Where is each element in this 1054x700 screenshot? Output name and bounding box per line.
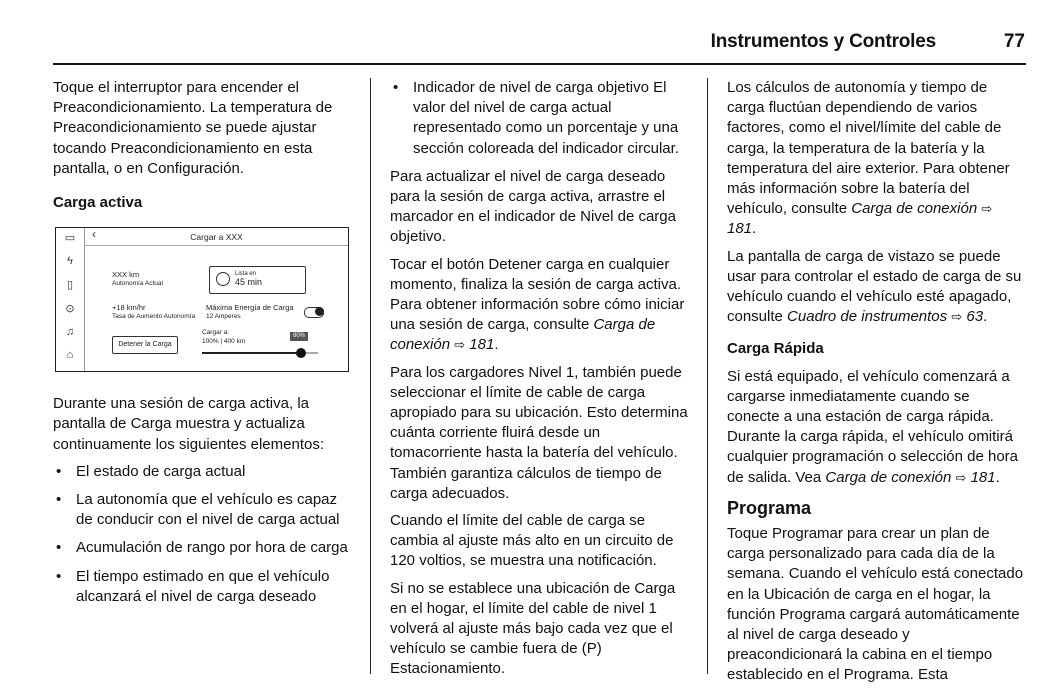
battery-icon: ▭ xyxy=(64,232,76,245)
cross-reference-link[interactable]: Carga de conexión xyxy=(390,316,656,354)
column-2 xyxy=(390,78,690,687)
charge-to-label: Cargar a: xyxy=(202,329,230,337)
arrow-icon: ⇨ xyxy=(981,201,993,217)
paragraph-text: Los cálculos de autonomía y tiempo de carga fluctúan dependiendo de varios factores, como el nivel/límite del cable de carga, la temperatura de la batería y la temperatura del aire exterior. Para obtener más información sobre la batería del vehículo, consulte xyxy=(727,79,1010,218)
illustration-title: Cargar a XXX xyxy=(190,232,243,243)
page-number: 77 xyxy=(1003,31,1025,52)
page-reference[interactable]: 181 xyxy=(469,336,495,354)
timer-label: Lista en xyxy=(235,271,257,278)
home-icon: ⌂ xyxy=(66,349,74,362)
target-charge-slider[interactable] xyxy=(202,352,318,354)
range-value: XXX km xyxy=(112,270,140,280)
paragraph: Para actualizar el nivel de carga deseado para la sesión de carga activa, arrastre el marcador en el indicador de Nivel de carga objetivo. xyxy=(390,167,676,246)
range-label: Autonomía Actual xyxy=(112,280,163,288)
back-chevron-icon: ‹ xyxy=(92,227,96,242)
column-divider-1 xyxy=(370,78,371,674)
bullet-list xyxy=(53,462,351,607)
section-heading-programa: Programa xyxy=(727,497,812,518)
slider-fill xyxy=(202,352,301,354)
arrow-icon: ⇨ xyxy=(951,309,963,325)
slider-thumb[interactable] xyxy=(296,348,306,358)
list-item: • El estado de carga actual xyxy=(53,462,351,482)
max-energy-value: 12 Amperes xyxy=(206,313,241,321)
section-heading-carga-rapida: Carga Rápida xyxy=(727,340,824,358)
section-heading-carga-activa: Carga activa xyxy=(53,194,143,212)
illustration-sidebar xyxy=(56,228,85,371)
paragraph: Para los cargadores Nivel 1, también puede seleccionar el límite de cable de carga apropiado para su ubicación. Esto determina cuánta corriente fluirá desde un tomacorriente hasta la batería del vehículo. También garantiza cálculos de tiempo de carga adecuados. xyxy=(390,363,688,502)
target-percent-label: 80% xyxy=(290,332,308,341)
column-divider-2 xyxy=(707,78,708,674)
paragraph-text: Si está equipado, el vehículo comenzará a cargarse inmediatamente cuando se conecte a una estación de carga rápida. Durante la carga rápida, el vehículo omitirá cualquier programación o selección de hora de salida. Vea xyxy=(727,367,1019,486)
timer-value: 45 min xyxy=(235,277,263,288)
paragraph: Cuando el límite del cable de carga se cambia al ajuste más alto en un circuito de 120 voltios, se muestra una notificación. xyxy=(390,512,674,570)
paragraph-text: La pantalla de carga de vistazo se puede usar para controlar el estado de carga de su vehículo cuando el vehículo esté apagado, consulte xyxy=(727,247,1022,326)
rate-value: +18 km/hr xyxy=(112,303,146,313)
paragraph: Los cálculos de autonomía y tiempo de carga fluctúan dependiendo de varios factores, como el nivel/límite del cable de carga, la temperatura de la batería y la temperatura del aire exterior. Para obtener más información sobre la batería del vehículo, consulte Carga de conexión ⇨ 181. xyxy=(727,79,1010,238)
header-rule xyxy=(53,63,1026,65)
stop-charging-button[interactable]: Detener la Carga xyxy=(112,336,178,354)
charging-screen-illustration xyxy=(55,227,349,372)
toggle-knob xyxy=(315,307,324,316)
list-item: • Acumulación de rango por hora de carga xyxy=(53,538,351,558)
music-icon: ♫ xyxy=(65,326,75,339)
ready-in-box xyxy=(209,266,306,294)
list-item: • Indicador de nivel de carga objetivo El valor del nivel de carga actual representado como un porcentaje y una sección coloreada del indicador circular. xyxy=(390,78,690,159)
paragraph: Tocar el botón Detener carga en cualquier momento, finaliza la sesión de carga activa. Para obtener información sobre cómo iniciar una sesión de carga, consulte Carga de conexión ⇨ 181. xyxy=(390,255,685,354)
page-header-title: Instrumentos y Controles xyxy=(710,31,936,52)
paragraph: Si no se establece una ubicación de Carga en el hogar, el límite del cable de nivel 1 volverá al ajuste más bajo cada vez que el vehículo se cambie fuera de (P) Estacionamiento. xyxy=(390,579,676,678)
bullet-list xyxy=(390,78,690,159)
location-icon: ⊙ xyxy=(65,303,75,316)
arrow-icon: ⇨ xyxy=(454,337,466,353)
cross-reference-link[interactable]: Carga de conexión xyxy=(825,468,952,486)
clock-icon xyxy=(216,272,230,286)
paragraph: Toque el interruptor para encender el Preacondicionamiento. La temperatura de Preacondicionamiento se puede ajustar tocando Preacondicionamiento en esta pantalla, o en Configuración. xyxy=(53,79,333,177)
column-3 xyxy=(727,78,1025,693)
illustration-topbar xyxy=(85,228,348,246)
paragraph: Durante una sesión de carga activa, la pantalla de Carga muestra y actualiza continuamente los siguientes elementos: xyxy=(53,395,324,453)
phone-icon: ▯ xyxy=(66,279,74,292)
page-reference[interactable]: 63 xyxy=(966,308,984,326)
page-reference[interactable]: 181 xyxy=(727,220,753,238)
list-item: • La autonomía que el vehículo es capaz de conducir con el nivel de carga actual xyxy=(53,490,351,530)
lightning-icon: ϟ xyxy=(67,255,73,268)
rate-label: Tasa de Aumento Autonomía xyxy=(112,313,196,321)
column-1 xyxy=(53,78,351,615)
paragraph: La pantalla de carga de vistazo se puede usar para controlar el estado de carga de su vehículo cuando el vehículo esté apagado, consulte Cuadro de instrumentos ⇨ 63. xyxy=(727,247,1022,326)
page-reference[interactable]: 181 xyxy=(970,468,996,486)
max-energy-label: Máxima Energía de Carga xyxy=(206,303,294,313)
paragraph-text: Tocar el botón Detener carga en cualquier momento, finaliza la sesión de carga activa. Para obtener información sobre cómo iniciar una sesión de carga, consulte xyxy=(390,255,685,334)
paragraph: Toque Programar para crear un plan de carga personalizado para cada día de la semana. Cuando el vehículo está conectado en la Ubicación de carga en el hogar, la función Programa cargará automáticamente al nivel de carga deseado y preacondicionará la cabina en el tiempo establecido en el Programa. Esta xyxy=(727,525,1024,684)
arrow-icon: ⇨ xyxy=(955,469,967,485)
cross-reference-link[interactable]: Cuadro de instrumentos xyxy=(787,308,948,326)
cross-reference-link[interactable]: Carga de conexión xyxy=(851,200,978,218)
paragraph: Si está equipado, el vehículo comenzará a cargarse inmediatamente cuando se conecte a una estación de carga rápida. Durante la carga rápida, el vehículo omitirá cualquier programación o selección de hora de salida. Vea Carga de conexión ⇨ 181. xyxy=(727,367,1019,486)
charge-to-value: 100% | 400 km xyxy=(202,338,246,346)
max-energy-toggle[interactable] xyxy=(304,307,324,318)
list-item: • El tiempo estimado en que el vehículo alcanzará el nivel de carga deseado xyxy=(53,567,351,607)
